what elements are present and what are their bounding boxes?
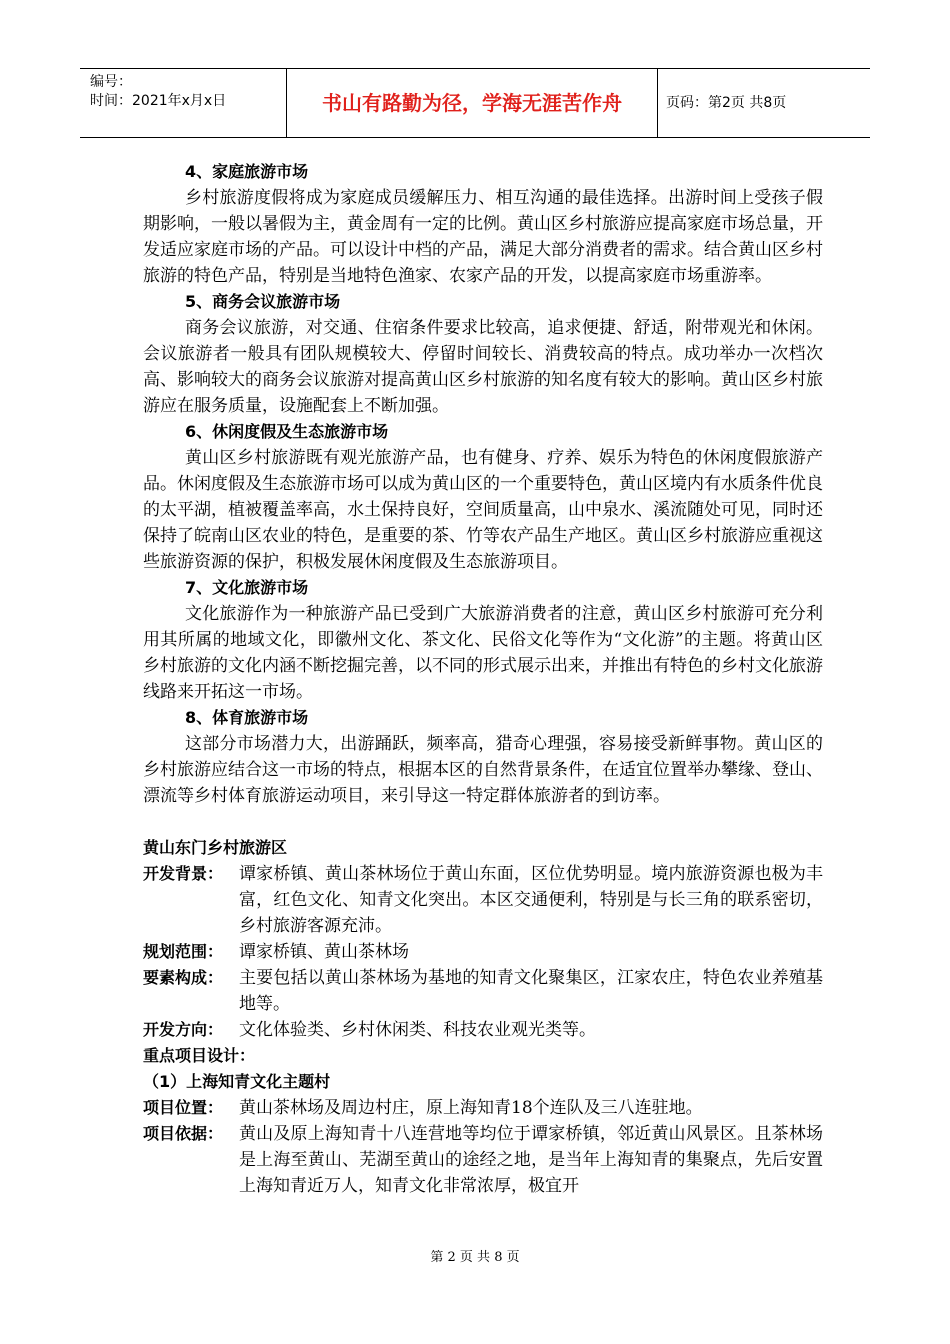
page-footer: 第 2 页 共 8 页 [430, 1250, 520, 1265]
row-key: 开发方向： [143, 1020, 224, 1039]
district-row [143, 965, 823, 1017]
header-motto: 书山有路勤为径，学海无涯苦作舟 [286, 69, 658, 137]
district-row [143, 1017, 823, 1043]
header-page-info: 页码：第2页 共8页 [666, 95, 787, 111]
section-sports [143, 705, 823, 809]
row-value: 谭家桥镇、黄山茶林场位于黄山东面，区位优势明显。境内旅游资源也极为丰富，红色文化、知青文化突出。本区交通便利，特别是与长三角的联系密切，乡村旅游客源充沛。 [239, 864, 823, 936]
district-row [143, 939, 823, 965]
district-title: 黄山东门乡村旅游区 [143, 838, 288, 857]
section-paragraph: 黄山区乡村旅游既有观光旅游产品，也有健身、疗养、娱乐为特色的休闲度假旅游产品。休闲度假及生态旅游市场可以成为黄山区的一个重要特色，黄山区境内有水质条件优良的太平湖，植被覆盖率高，水土保持良好，空间质量高，山中泉水、溪流随处可见，同时还保持了皖南山区农业的特色，是重要的茶、竹等农产品生产地区。黄山区乡村旅游应重视这些旅游资源的保护，积极发展休闲度假及生态旅游项目。 [143, 448, 823, 572]
date-label: 时间：2021年x月x日 [90, 93, 227, 109]
section-leisure [143, 419, 823, 575]
row-key: 项目依据： [143, 1124, 224, 1143]
section-paragraph: 商务会议旅游，对交通、住宿条件要求比较高，追求便捷、舒适，附带观光和休闲。会议旅游者一般具有团队规模较大、停留时间较长、消费较高的特点。成功举办一次档次高、影响较大的商务会议旅游对提高黄山区乡村旅游的知名度有较大的影响。黄山区乡村旅游应在服务质量，设施配套上不断加强。 [143, 318, 823, 416]
section-business [143, 289, 823, 419]
spacer [143, 809, 823, 835]
row-key: 规划范围： [143, 942, 224, 961]
row-value: 谭家桥镇、黄山茶林场 [239, 942, 409, 962]
section-heading: 6、休闲度假及生态旅游市场 [185, 422, 389, 441]
project-title: （1）上海知青文化主题村 [143, 1072, 331, 1091]
section-paragraph: 乡村旅游度假将成为家庭成员缓解压力、相互沟通的最佳选择。出游时间上受孩子假期影响，一般以暑假为主，黄金周有一定的比例。黄山区乡村旅游应提高家庭市场总量，开发适应家庭市场的产品。可以设计中档的产品，满足大部分消费者的需求。结合黄山区乡村旅游的特色产品，特别是当地特色渔家、农家产品的开发，以提高家庭市场重游率。 [143, 188, 823, 286]
project-row [143, 1121, 823, 1199]
district-row [143, 861, 823, 939]
row-key: 要素构成： [143, 968, 224, 987]
section-heading: 7、文化旅游市场 [185, 578, 309, 597]
section-heading: 8、体育旅游市场 [185, 708, 309, 727]
row-value: 文化体验类、乡村休闲类、科技农业观光类等。 [239, 1020, 596, 1040]
section-heading: 5、商务会议旅游市场 [185, 292, 341, 311]
row-value: 黄山及原上海知青十八连营地等均位于谭家桥镇，邻近黄山风景区。且茶林场是上海至黄山、芜湖至黄山的途经之地，是当年上海知青的集聚点，先后安置上海知青近万人，知青文化非常浓厚，极宜开 [239, 1124, 823, 1196]
row-key: 开发背景： [143, 864, 224, 883]
row-key: 项目位置： [143, 1098, 224, 1117]
page-header [80, 68, 870, 138]
project-row [143, 1095, 823, 1121]
number-label: 编号： [90, 74, 132, 90]
section-heading: 4、家庭旅游市场 [185, 162, 309, 181]
section-paragraph: 这部分市场潜力大，出游踊跃，频率高，猎奇心理强，容易接受新鲜事物。黄山区的乡村旅游应结合这一市场的特点，根据本区的自然背景条件，在适宜位置举办攀缘、登山、漂流等乡村体育旅游运动项目，来引导这一特定群体旅游者的到访率。 [143, 734, 823, 806]
section-culture [143, 575, 823, 705]
document-body [143, 159, 823, 1199]
section-paragraph: 文化旅游作为一种旅游产品已受到广大旅游消费者的注意，黄山区乡村旅游可充分利用其所属的地域文化，即徽州文化、茶文化、民俗文化等作为“文化游”的主题。将黄山区乡村旅游的文化内涵不断挖掘完善，以不同的形式展示出来，并推出有特色的乡村文化旅游线路来开拓这一市场。 [143, 604, 823, 702]
row-value: 主要包括以黄山茶林场为基地的知青文化聚集区，江家农庄，特色农业养殖基地等。 [239, 968, 823, 1014]
row-value: 黄山茶林场及周边村庄，原上海知青18个连队及三八连驻地。 [239, 1098, 703, 1118]
header-meta [80, 69, 286, 137]
key-projects-label: 重点项目设计： [143, 1046, 256, 1065]
section-family [143, 159, 823, 289]
